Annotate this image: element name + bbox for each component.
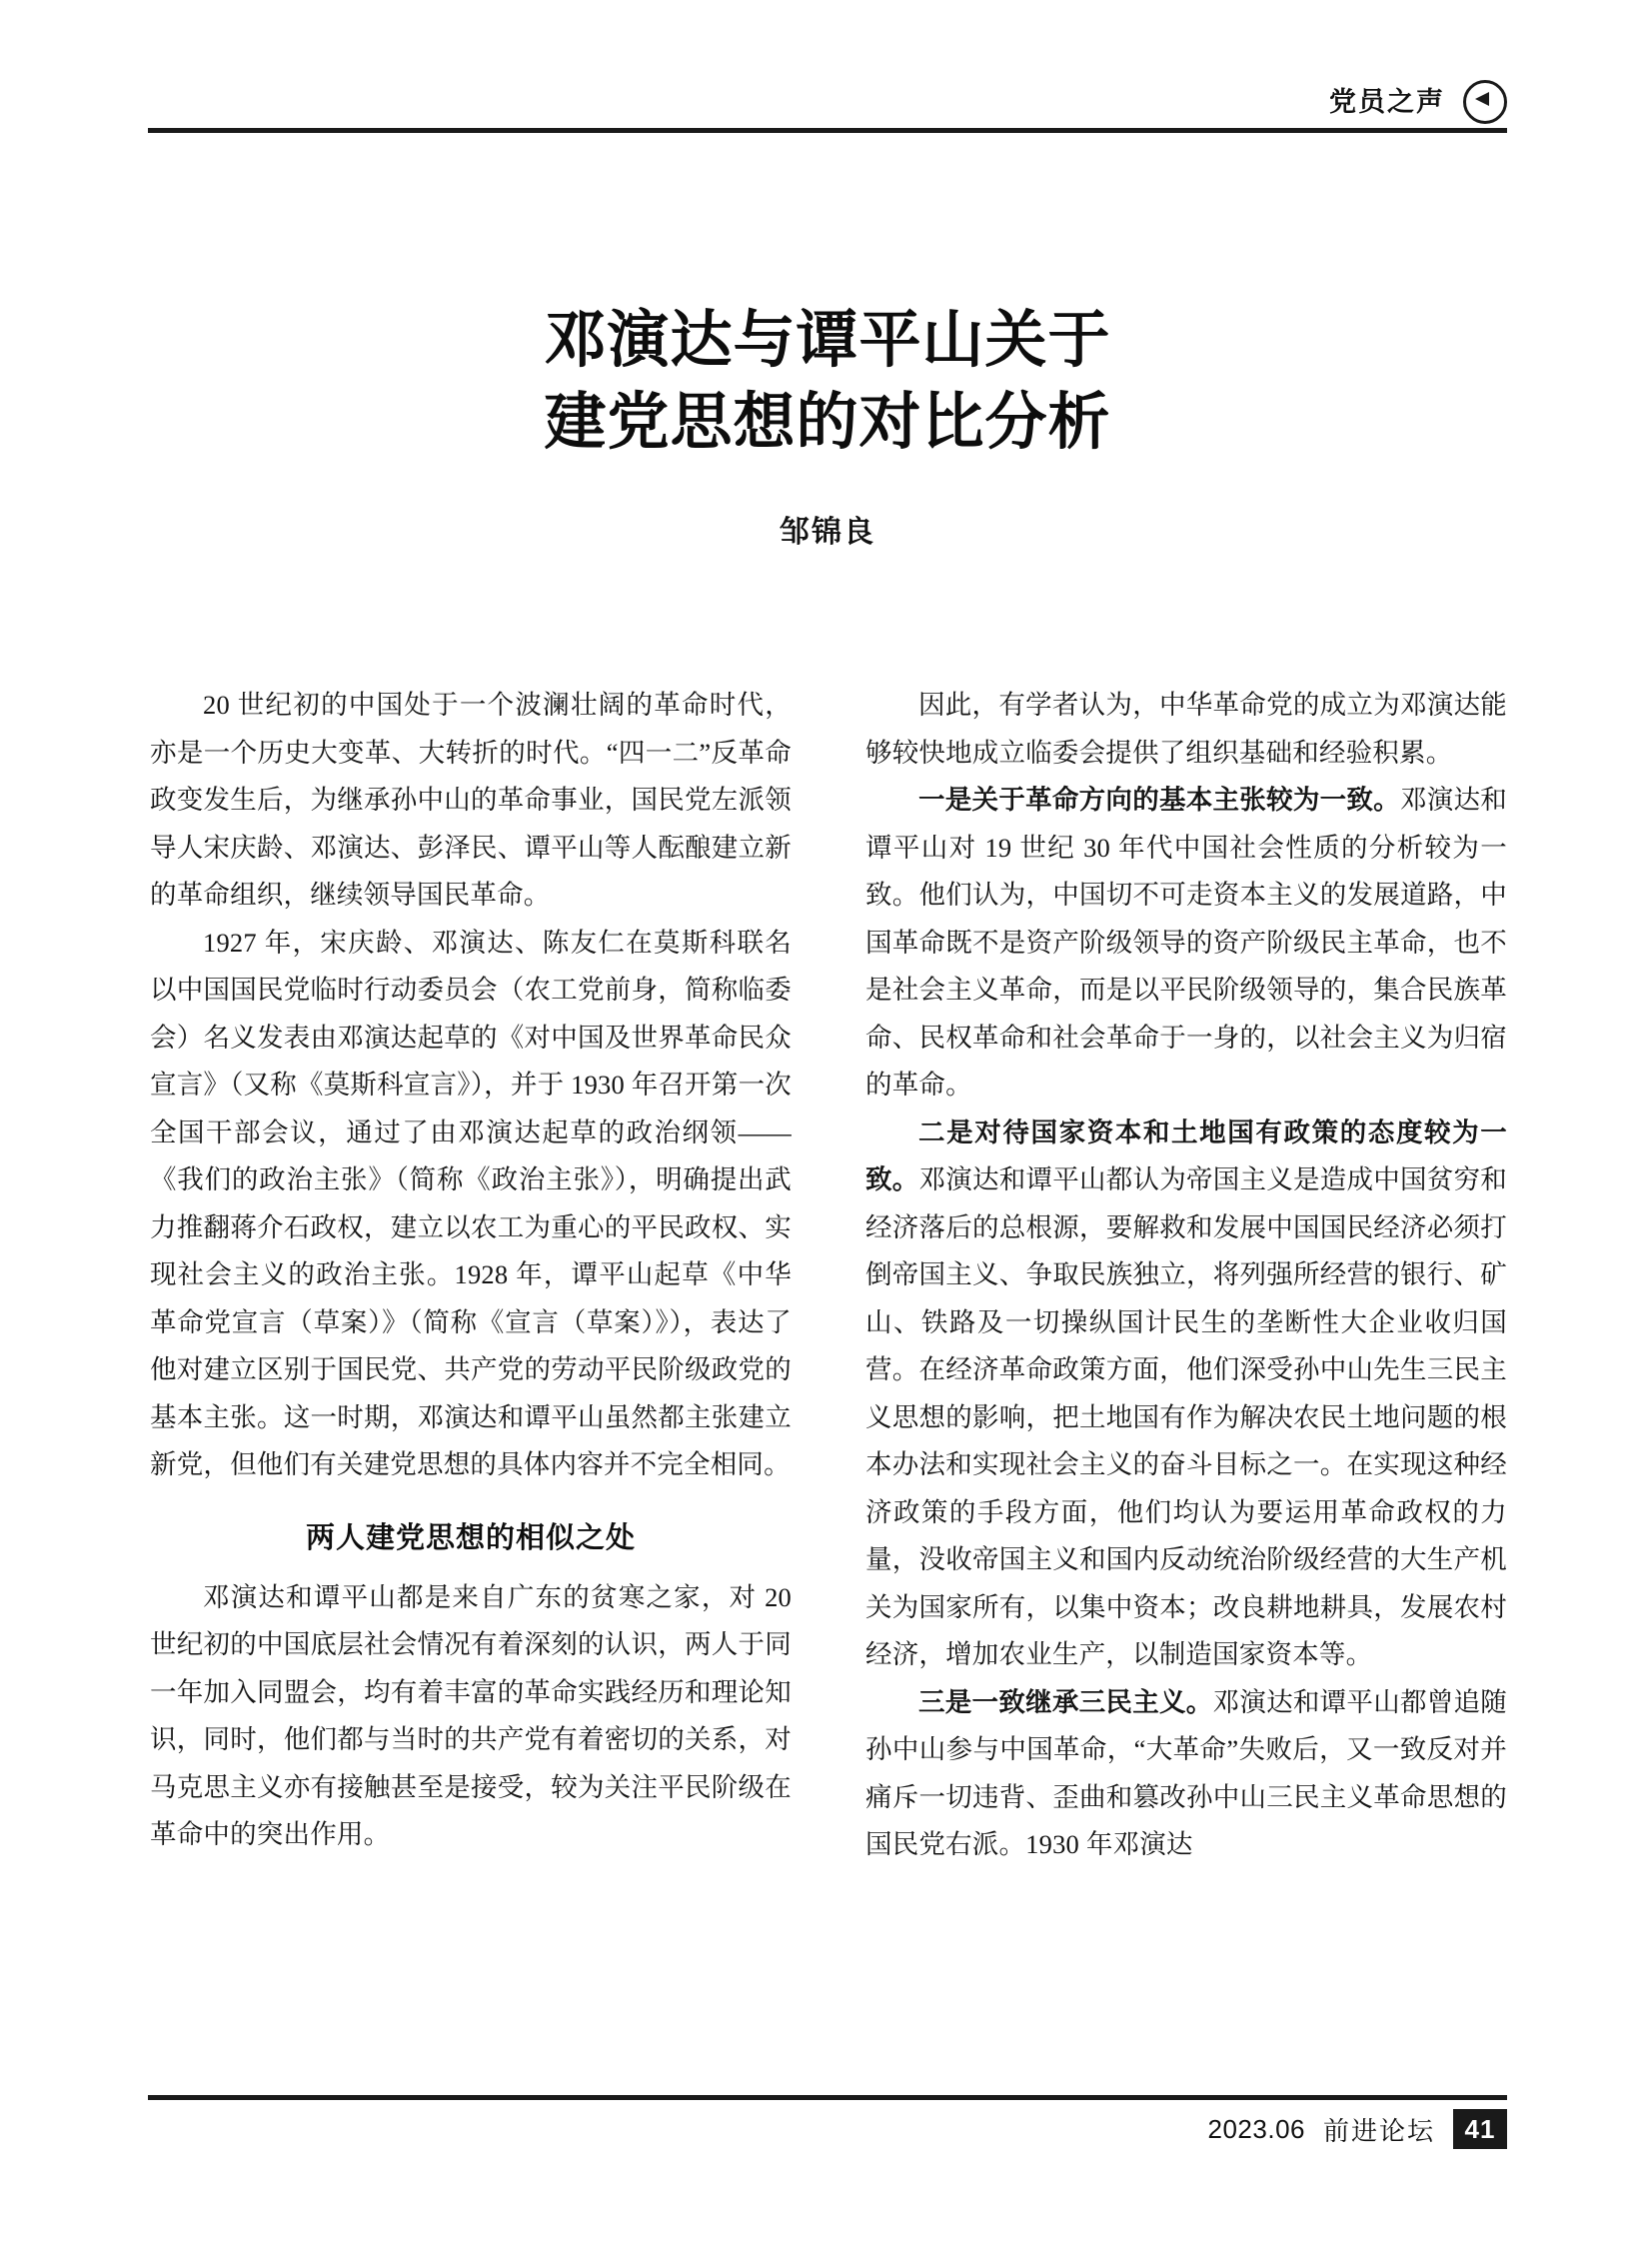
paragraph xyxy=(865,1110,1507,1679)
article-author: 邹锦良 xyxy=(780,515,875,549)
section-heading: 两人建党思想的相似之处 xyxy=(305,1521,636,1554)
title-block xyxy=(148,300,1507,551)
paragraph: 1927 年，宋庆龄、邓演达、陈友仁在莫斯科联名以中国国民党临时行动委员会（农工党前身，简称临委会）名义发表由邓演达起草的《对中国及世界革命民众宣言》（又称《莫斯科宣言》），并于 1930 年召开第一次全国干部会议，通过了由邓演达起草的政治纲领——《我们的政治主张》（简称《政治主张》），明确提出武力推翻蒋介石政权，建立以农工为重心的平民政权、实现社会主义的政治主张。1928 年，谭平山起草《中华革命党宣言（草案）》（简称《宣言（草案）》），表达了他对建立区别于国民党、共产党的劳动平民阶级政党的基本主张。这一时期，邓演达和谭平山虽然都主张建立新党，但他们有关建党思想的具体内容并不完全相同。 xyxy=(150,927,792,1479)
article-title-line2: 建党思想的对比分析 xyxy=(544,388,1111,458)
paragraph: 邓演达和谭平山都是来自广东的贫寒之家，对 20 世纪初的中国底层社会情况有着深刻的认识，两人于同一年加入同盟会，均有着丰富的革命实践经历和理论知识，同时，他们都与当时的共产党有着密切的关系，对马克思主义亦有接触甚至是接受，较为关注平民阶级在革命中的突出作用。 xyxy=(150,1581,792,1849)
journal-name: 前进论坛 xyxy=(1322,2115,1435,2146)
paragraph: 20 世纪初的中国处于一个波澜壮阔的革命时代，亦是一个历史大变革、大转折的时代。“四一二”反革命政变发生后，为继承孙中山的革命事业，国民党左派领导人宋庆龄、邓演达、彭泽民、谭平山等人酝酿建立新的革命组织，继续领导国民革命。 xyxy=(150,690,792,910)
paragraph-lead: 一是关于革命方向的基本主张较为一致。 xyxy=(918,785,1400,815)
paragraph xyxy=(865,682,1507,777)
header-divider xyxy=(148,128,1507,133)
paragraph-text: 因此，有学者认为，中华革命党的成立为邓演达能够较快地成立临委会提供了组织基础和经验积累。 xyxy=(865,690,1507,768)
footer-divider xyxy=(148,2095,1507,2100)
left-column xyxy=(150,682,792,2071)
paragraph xyxy=(865,777,1507,1110)
circle-left-arrow-icon xyxy=(1463,80,1507,124)
header-right-group xyxy=(1329,80,1507,124)
issue-date: 2023.06 xyxy=(1207,2113,1305,2144)
page-title xyxy=(148,300,1507,465)
paragraph-text: 邓演达和谭平山都曾追随孙中山参与中国革命，“大革命”失败后，又一致反对并痛斥一切违背、歪曲和篡改孙中山三民主义革命思想的国民党右派。1930 年邓演达 xyxy=(865,1686,1508,1859)
header-section-title: 党员之声 xyxy=(1329,86,1445,117)
paragraph-lead: 三是一致继承三民主义。 xyxy=(918,1686,1213,1717)
page-footer xyxy=(148,2095,1507,2151)
paragraph-text: 邓演达和谭平山对 19 世纪 30 年代中国社会性质的分析较为一致。他们认为，中国切不可走资本主义的发展道路，中国革命既不是资产阶级领导的资产阶级民主革命，也不是社会主义革命，而是以平民阶级领导的，集合民族革命、民权革命和社会革命于一身的，以社会主义为归宿的革命。 xyxy=(865,785,1507,1100)
article-title-line1: 邓演达与谭平山关于 xyxy=(544,306,1111,375)
page-number-badge: 41 xyxy=(1453,2109,1507,2149)
paragraph-text: 邓演达和谭平山都认为帝国主义是造成中国贫穷和经济落后的总根源，要解救和发展中国国民经济必须打倒帝国主义、争取民族独立，将列强所经营的银行、矿山、铁路及一切操纵国计民生的垄断性大企业收归国营。在经济革命政策方面，他们深受孙中山先生三民主义思想的影响，把土地国有作为解决农民土地问题的根本办法和实现社会主义的奋斗目标之一。在实现这种经济政策的手段方面，他们均认为要运用革命政权的力量，没收帝国主义和国内反动统治阶级经营的大生产机关为国家所有，以集中资本；改良耕地耕具，发展农村经济，增加农业生产，以制造国家资本等。 xyxy=(865,1164,1507,1669)
paragraph xyxy=(865,1679,1507,1869)
right-column xyxy=(865,682,1507,2071)
footer-right-group xyxy=(1208,2109,1508,2149)
paragraph-lead: 二是对待国家资本和土地国有政策的态度较为一致。 xyxy=(865,1117,1507,1194)
page-header xyxy=(148,80,1507,140)
article-body xyxy=(150,682,1507,2071)
